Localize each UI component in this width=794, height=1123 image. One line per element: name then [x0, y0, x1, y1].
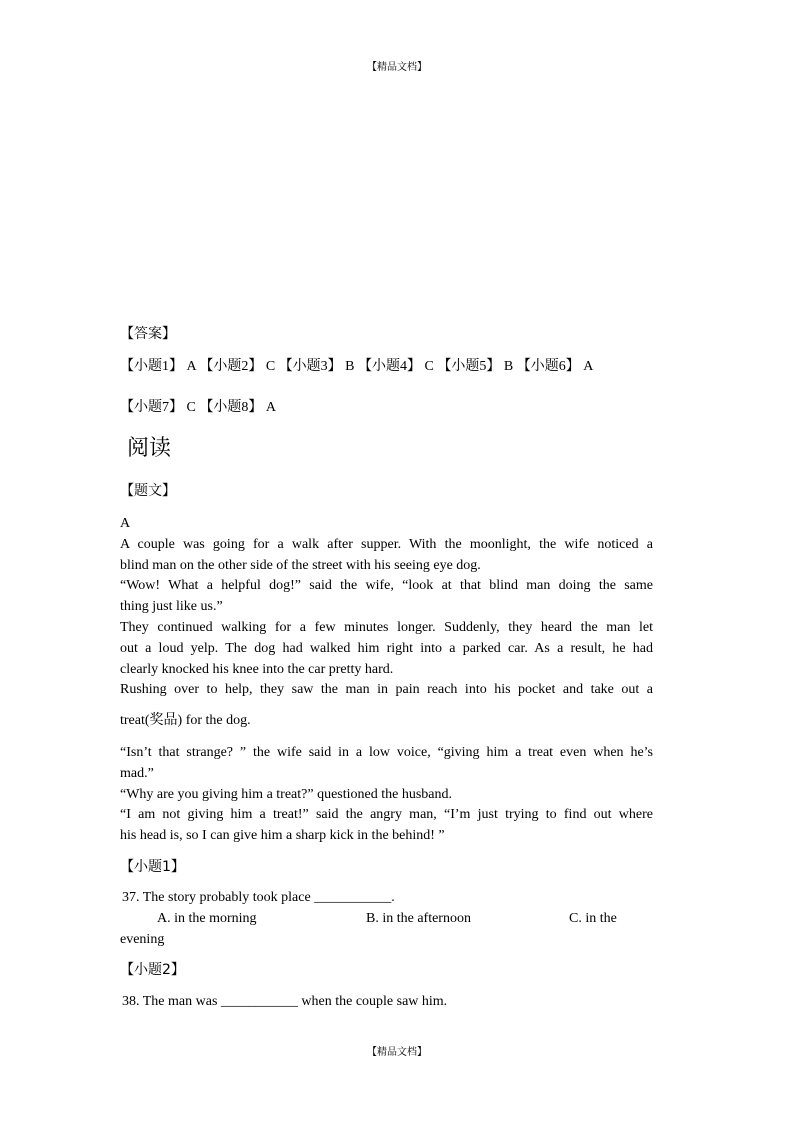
answers-line-2: 【小题7】 C 【小题8】 A [120, 400, 276, 415]
passage-line: treat(奖品) for the dog. [120, 713, 251, 728]
passage-line: Rushing over to help, they saw the man in pain reach into his pocket and take out a [120, 682, 653, 697]
question-2-label: 【小题2】 [120, 962, 185, 978]
passage-line: “Why are you giving him a treat?” questioned the husband. [120, 787, 453, 802]
passage-heading: 【题文】 [120, 483, 176, 499]
header-tag: 【精品文档】 [367, 62, 427, 73]
passage-line: A couple was going for a walk after supper. With the moonlight, the wife noticed a [120, 537, 653, 552]
passage-line: thing just like us.” [120, 599, 223, 614]
passage-line: “Isn’t that strange? ” the wife said in a low voice, “giving him a treat even when he’s [120, 745, 653, 760]
passage-line: out a loud yelp. The dog had walked him right into a parked car. As a result, he had [120, 641, 653, 656]
question-1-label: 【小题1】 [120, 859, 185, 875]
passage-line: his head is, so I can give him a sharp kick in the behind! ” [120, 828, 445, 843]
passage-label: A [120, 516, 131, 531]
passage-line: “Wow! What a helpful dog!” said the wife, “look at that blind man doing the same [120, 578, 653, 593]
passage-line: “I am not giving him a treat!” said the angry man, “I’m just trying to find out where [120, 807, 653, 822]
question-2-stem: 38. The man was ___________ when the couple saw him. [122, 994, 448, 1009]
section-title: 阅读 [127, 436, 172, 461]
question-1-option-c: C. in the [569, 911, 617, 926]
question-1-option-b: B. in the afternoon [366, 911, 471, 926]
passage-line: clearly knocked his knee into the car pretty hard. [120, 662, 394, 677]
footer-tag: 【精品文档】 [367, 1047, 427, 1058]
passage-line: mad.” [120, 766, 154, 781]
question-1-stem: 37. The story probably took place ___________. [122, 890, 395, 905]
answer-heading: 【答案】 [120, 326, 176, 342]
passage-line: blind man on the other side of the street with his seeing eye dog. [120, 558, 481, 573]
question-1-option-a: A. in the morning [157, 911, 257, 926]
question-1-option-c-wrap: evening [120, 932, 165, 947]
passage-line: They continued walking for a few minutes longer. Suddenly, they heard the man let [120, 620, 653, 635]
answers-line-1: 【小题1】 A 【小题2】 C 【小题3】 B 【小题4】 C 【小题5】 B 【小题6】 A [120, 359, 594, 374]
